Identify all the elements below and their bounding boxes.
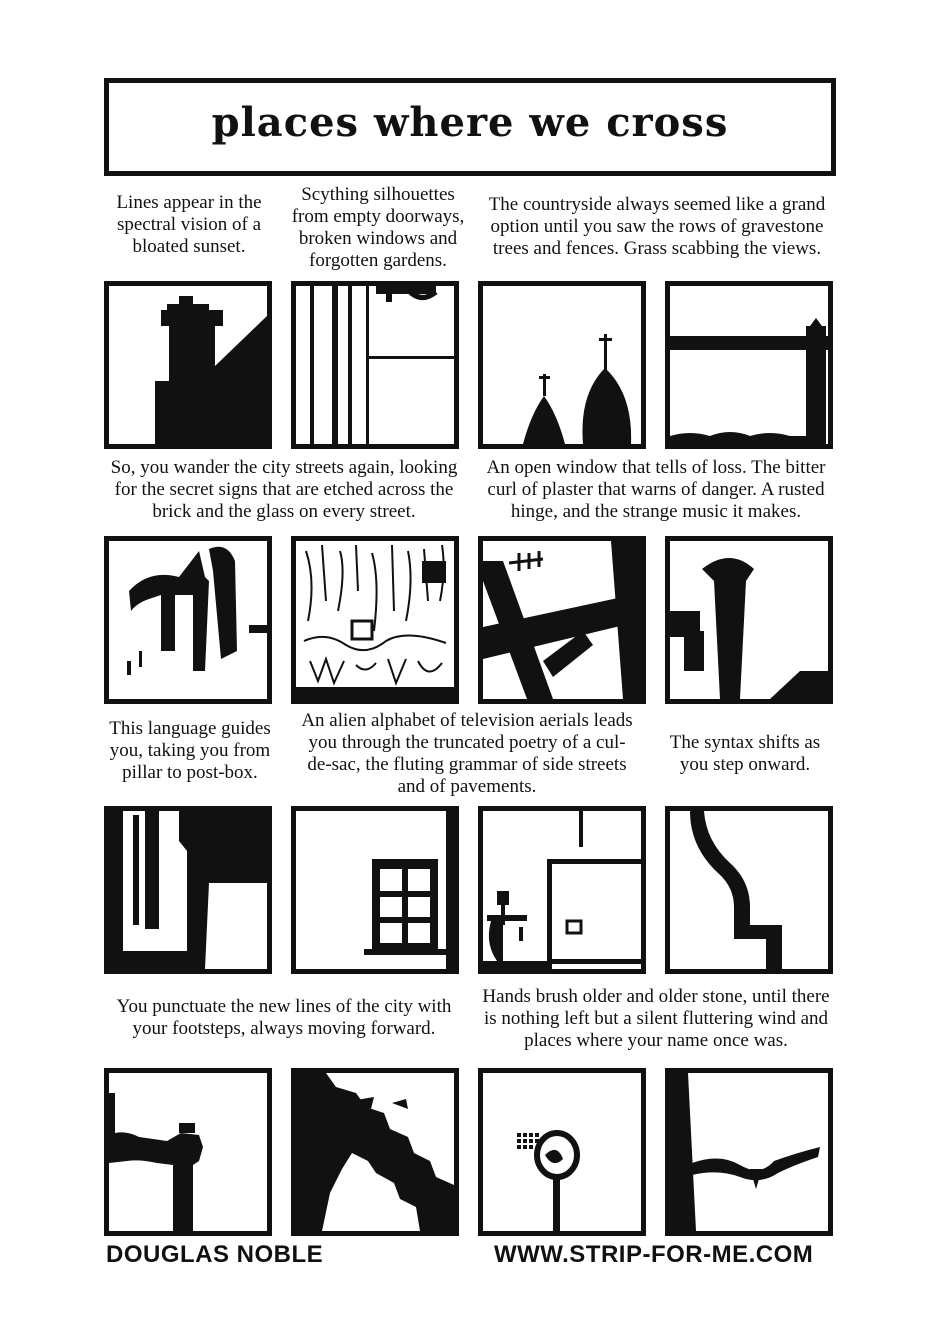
caption-9: You punctuate the new lines of the city with your footsteps, always moving forward. — [116, 996, 452, 1039]
caption-10: Hands brush older and older stone, until there is nothing left but a silent fluttering wind and places where your name once was. — [482, 986, 830, 1051]
panel-wooden-beams — [478, 536, 646, 704]
caption-8: The syntax shifts as you step onward. — [669, 732, 821, 775]
panel-doorway-lines — [291, 281, 459, 449]
panel-doorframe — [104, 806, 272, 974]
panel-window — [291, 806, 459, 974]
panel-onion-domes — [478, 281, 646, 449]
website-credit[interactable]: WWW.STRIP-FOR-ME.COM — [494, 1241, 814, 1268]
caption-7: An alien alphabet of television aerials leads you through the truncated poetry of a cul-de-sac, the fluting grammar of side streets and of pavements. — [301, 710, 633, 797]
panel-post-box — [478, 806, 646, 974]
panel-hand-on-post — [104, 1068, 272, 1236]
author-credit: DOUGLAS NOBLE — [106, 1241, 324, 1268]
title-banner — [104, 78, 836, 176]
panel-wind-flag — [665, 1068, 833, 1236]
caption-6: This language guides you, taking you from pillar to post-box. — [109, 718, 271, 783]
panel-post-silhouette — [665, 536, 833, 704]
panel-stone-steps — [291, 1068, 459, 1236]
caption-2: Scything silhouettes from empty doorways, broken windows and forgotten gardens. — [291, 184, 465, 271]
panel-drainpipe — [665, 806, 833, 974]
caption-4: So, you wander the city streets again, looking for the secret signs that are etched across the brick and the glass on every street. — [110, 457, 458, 522]
panel-fluttering-sign — [478, 1068, 646, 1236]
panel-fence-post — [665, 281, 833, 449]
page-title: places where we cross — [211, 99, 729, 146]
caption-3: The countryside always seemed like a grand option until you saw the rows of gravestone trees and fences. Grass scabbing the views. — [488, 194, 826, 259]
panel-plaster-curl — [104, 536, 272, 704]
caption-1: Lines appear in the spectral vision of a bloated sunset. — [116, 192, 262, 257]
caption-5: An open window that tells of loss. The bitter curl of plaster that warns of danger. A rusted hinge, and the strange music it makes. — [486, 457, 826, 522]
panel-graffiti-wall — [291, 536, 459, 704]
panel-chimney-sunset — [104, 281, 272, 449]
